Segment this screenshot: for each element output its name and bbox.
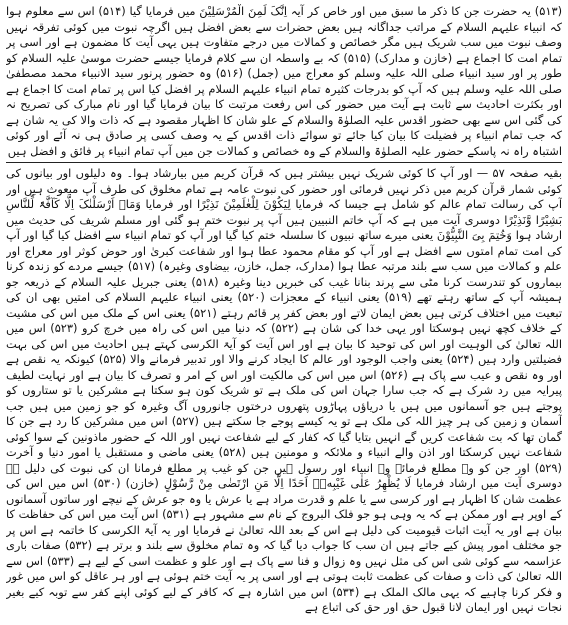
document-page [6, 4, 562, 621]
commentary-top-block: (۵۱۳) یہ حضرت جن کا ذکر ما سبق میں اور خاص کر آیہ اِنَّکَ لَمِنَ الْمُرْسَلِیْنَ میں فرمایا گیا (۵۱۴) اس سے معلوم ہوا کہ انبیاء علیہم السلام کے مراتب جداگانہ ہیں بعض حضرات سے بعض افضل ہیں اگرچہ نبوت میں کوئی تفرقہ نہیں وصف نبوت میں سب شریک ہیں مگر خصائص و کمالات میں درجے متفاوت ہیں یہی آیت کا مضمون ہے اور اسی پر تمام امت کا اجماع ہے (خازن و مدارک) (۵۱۵) کہ بے واسطہ ان سے کلام فرمایا جیسے حضرت موسیٰ علیہ السلام کو طور پر اور سید انبیاء صلی اللہ علیہ وسلم کو معراج میں (جمل) (۵۱۶) وہ حضور پرنور سید الانبیاء محمد مصطفیٰ صلی اللہ علیہ وسلم ہیں کہ آپ کو بدرجات کثیرہ تمام انبیاء علیہم السلام پر افضل کیا اس پر تمام امت کا اجماع ہے اور بکثرت احادیث سے ثابت ہے آیت میں حضور کی اس رفعت مرتبت کا بیان فرمایا گیا اور نام مبارک کی تصریح نہ کی گئی اس سے بھی حضور اقدس علیہ الصلوٰۃ والسلام کے علو شان کا اظہار مقصود ہے کہ ذات والا کی یہ شان ہے کہ جب تمام انبیاء پر فضیلت کا بیان کیا جائے تو سوائے ذات اقدس کے یہ وصف کسی پر صادق ہی نہ آئے اور کوئی اشتباہ راہ نہ پاسکے حضور علیہ الصلوٰۃ والسلام کے وہ خصائص و کمالات جن میں آپ تمام انبیاء پر فائق و افضل ہیں [6, 4, 562, 158]
section-divider [6, 162, 562, 163]
commentary-bottom-block: بقیہ صفحہ ۵۷ — اور آپ کا کوئی شریک نہیں بیشتر ہیں کہ قرآن کریم میں بیارشاد ہوا۔ وہ دلیلوں اور بیانوں کی کوئی شمار قرآن کریم میں ذکر نہیں فرمائی اور حضور کی نبوت عامہ ہے تمام مخلوق کی طرف آپ مبعوث ہیں اور آپ کی رسالت تمام عالم کو شامل ہے جیسا کہ فرمایا لِیَکُوْنَ لِلْعٰلَمِیْنَ نَذِیْرًا اور فرمایا وَمَاۤ اَرْسَلْنٰکَ اِلَّا کَآفَّۃً لِّلنَّاسِ بَشِیْرًا وَّنَذِیْرًا دوسری آیت میں ہے کہ آپ خاتم النبیین ہیں آپ پر نبوت ختم ہو گئی اور مسلم شریف کی حدیث میں ارشاد ہوا وَخُتِمَ بِیَ النَّبِیُّوْنَ یعنی میرے ساتھ نبیوں کا سلسلہ ختم کیا گیا اور آپ کو تمام انبیاء سے افضل کیا گیا اور آپ کی امت تمام امتوں سے افضل ہے اور آپ کو مقام محمود عطا ہوا اور شفاعت کبریٰ اور حوض کوثر اور معراج اور علم و کمالات میں سب سے بلند مرتبہ عطا ہوا (مدارک، جمل، خازن، بیضاوی وغیرہ) (۵۱۷) جیسے مردے کو زندہ کرنا بیماروں کو تندرست کرنا مٹی سے پرند بنانا غیب کی خبریں دینا وغیرہ (۵۱۸) یعنی جبریل علیہ السلام کے ذریعہ جو ہمیشہ آپ کے ساتھ رہتے تھے (۵۱۹) یعنی انبیاء کے معجزات (۵۲۰) یعنی انبیاء علیہم السلام کی امتیں بھی ان کی تبعیت میں اختلاف کرتی ہیں بعض ایمان لاتے اور بعض کفر پر قائم رہتے (۵۲۱) یعنی اس کے ملک میں اس کی مشیت کے خلاف کچھ نہیں ہوسکتا اور یہی خدا کی شان ہے (۵۲۲) کہ دنیا میں اس کی راہ میں خرچ کرو (۵۲۳) اس میں اللہ تعالیٰ کی الوہیت اور اس کی توحید کا بیان ہے اور اس آیت کو آیۃ الکرسی کہتے ہیں احادیث میں اس کی بہت فضیلتیں وارد ہیں (۵۲۴) یعنی واجب الوجود اور عالم کا ایجاد کرنے والا اور تدبیر فرمانے والا (۵۲۵) کیونکہ یہ نقص ہے اور وہ نقص و عیب سے پاک ہے (۵۲۶) اس میں اس کی مالکیت اور اس کے امر و تصرف کا بیان ہے اور نہایت لطیف پیرایہ میں رد شرک ہے کہ جب سارا جہان اس کی ملک ہے تو شریک کون ہو سکتا ہے مشرکین یا تو ستاروں کو پوجتے ہیں جو آسمانوں میں ہیں یا دریاؤں پہاڑوں پتھروں درختوں جانوروں آگ وغیرہ کو جو زمین میں ہیں جب آسمان و زمین کی ہر چیز اللہ کی ملک ہے تو یہ کیسے پوجے جا سکتے ہیں (۵۲۷) اس میں مشرکین کا رد ہے جن کا گمان تھا کہ بت شفاعت کریں گے انہیں بتایا گیا کہ کفار کے لیے شفاعت نہیں اور اللہ کے حضور ماذونین کے سوا کوئی شفاعت نہیں کرسکتا اور اذن والے انبیاء و ملائکہ و مومنین ہیں (۵۲۸) یعنی ماضی و مستقبل یا امور دنیا و آخرت (۵۲۹) اور جن کو وہ مطلع فرمائے وہ انبیاء اور رسول ہیں جن کو غیب پر مطلع فرمانا ان کی نبوت کی دلیل ہے دوسری آیت میں ارشاد فرمایا لَا یُظْهِرُ عَلٰی غَیْبِهٖۤ اَحَدًا اِلَّا مَنِ ارْتَضٰی مِنْ رَّسُوْلٍ (خازن) (۵۳۰) اس میں اس کی عظمت شان کا اظہار ہے اور کرسی سے یا علم و قدرت مراد ہے یا عرش یا وہ جو عرش کے نیچے اور ساتوں آسمانوں کے اوپر ہے اور ممکن ہے کہ یہ وہی ہو جو فلک البروج کے نام سے مشہور ہے (۵۳۱) اس آیت میں اس کی حفاظت کا بیان ہے اور یہ آیت اثبات قیومیت کی دلیل ہے اس کے بعد اللہ تعالیٰ نے فرمایا اور یہ آیۃ الکرسی کا خاتمہ ہے اس پر جو مختلف امور پیش کیے جاتے ہیں ان سب کا جواب دیا گیا کہ وہ تمام مخلوق سے بلند و برتر ہے (۵۳۲) صفات باری عزاسمہ سے کوئی شی اس کی مثل نہیں وہ زوال و فنا سے پاک ہے اور علو و عظمت اسی کے لیے ہے (۵۳۳) اس سے اللہ تعالیٰ کی ذات و صفات کی عظمت ثابت ہوتی ہے اور اسی پر یہ آیت ختم ہوئی ہے اور ہر عاقل کو اس میں غور و فکر کرنا چاہیے کہ یہی مالک الملک ہے (۵۳۴) اس میں اشارہ ہے کہ کافر کے لیے کوئی اپنے کفر سے توبہ کیے بغیر نجات نہیں اور ایمان لانا قبول حق اور حق کی اتباع ہے [6, 166, 562, 614]
